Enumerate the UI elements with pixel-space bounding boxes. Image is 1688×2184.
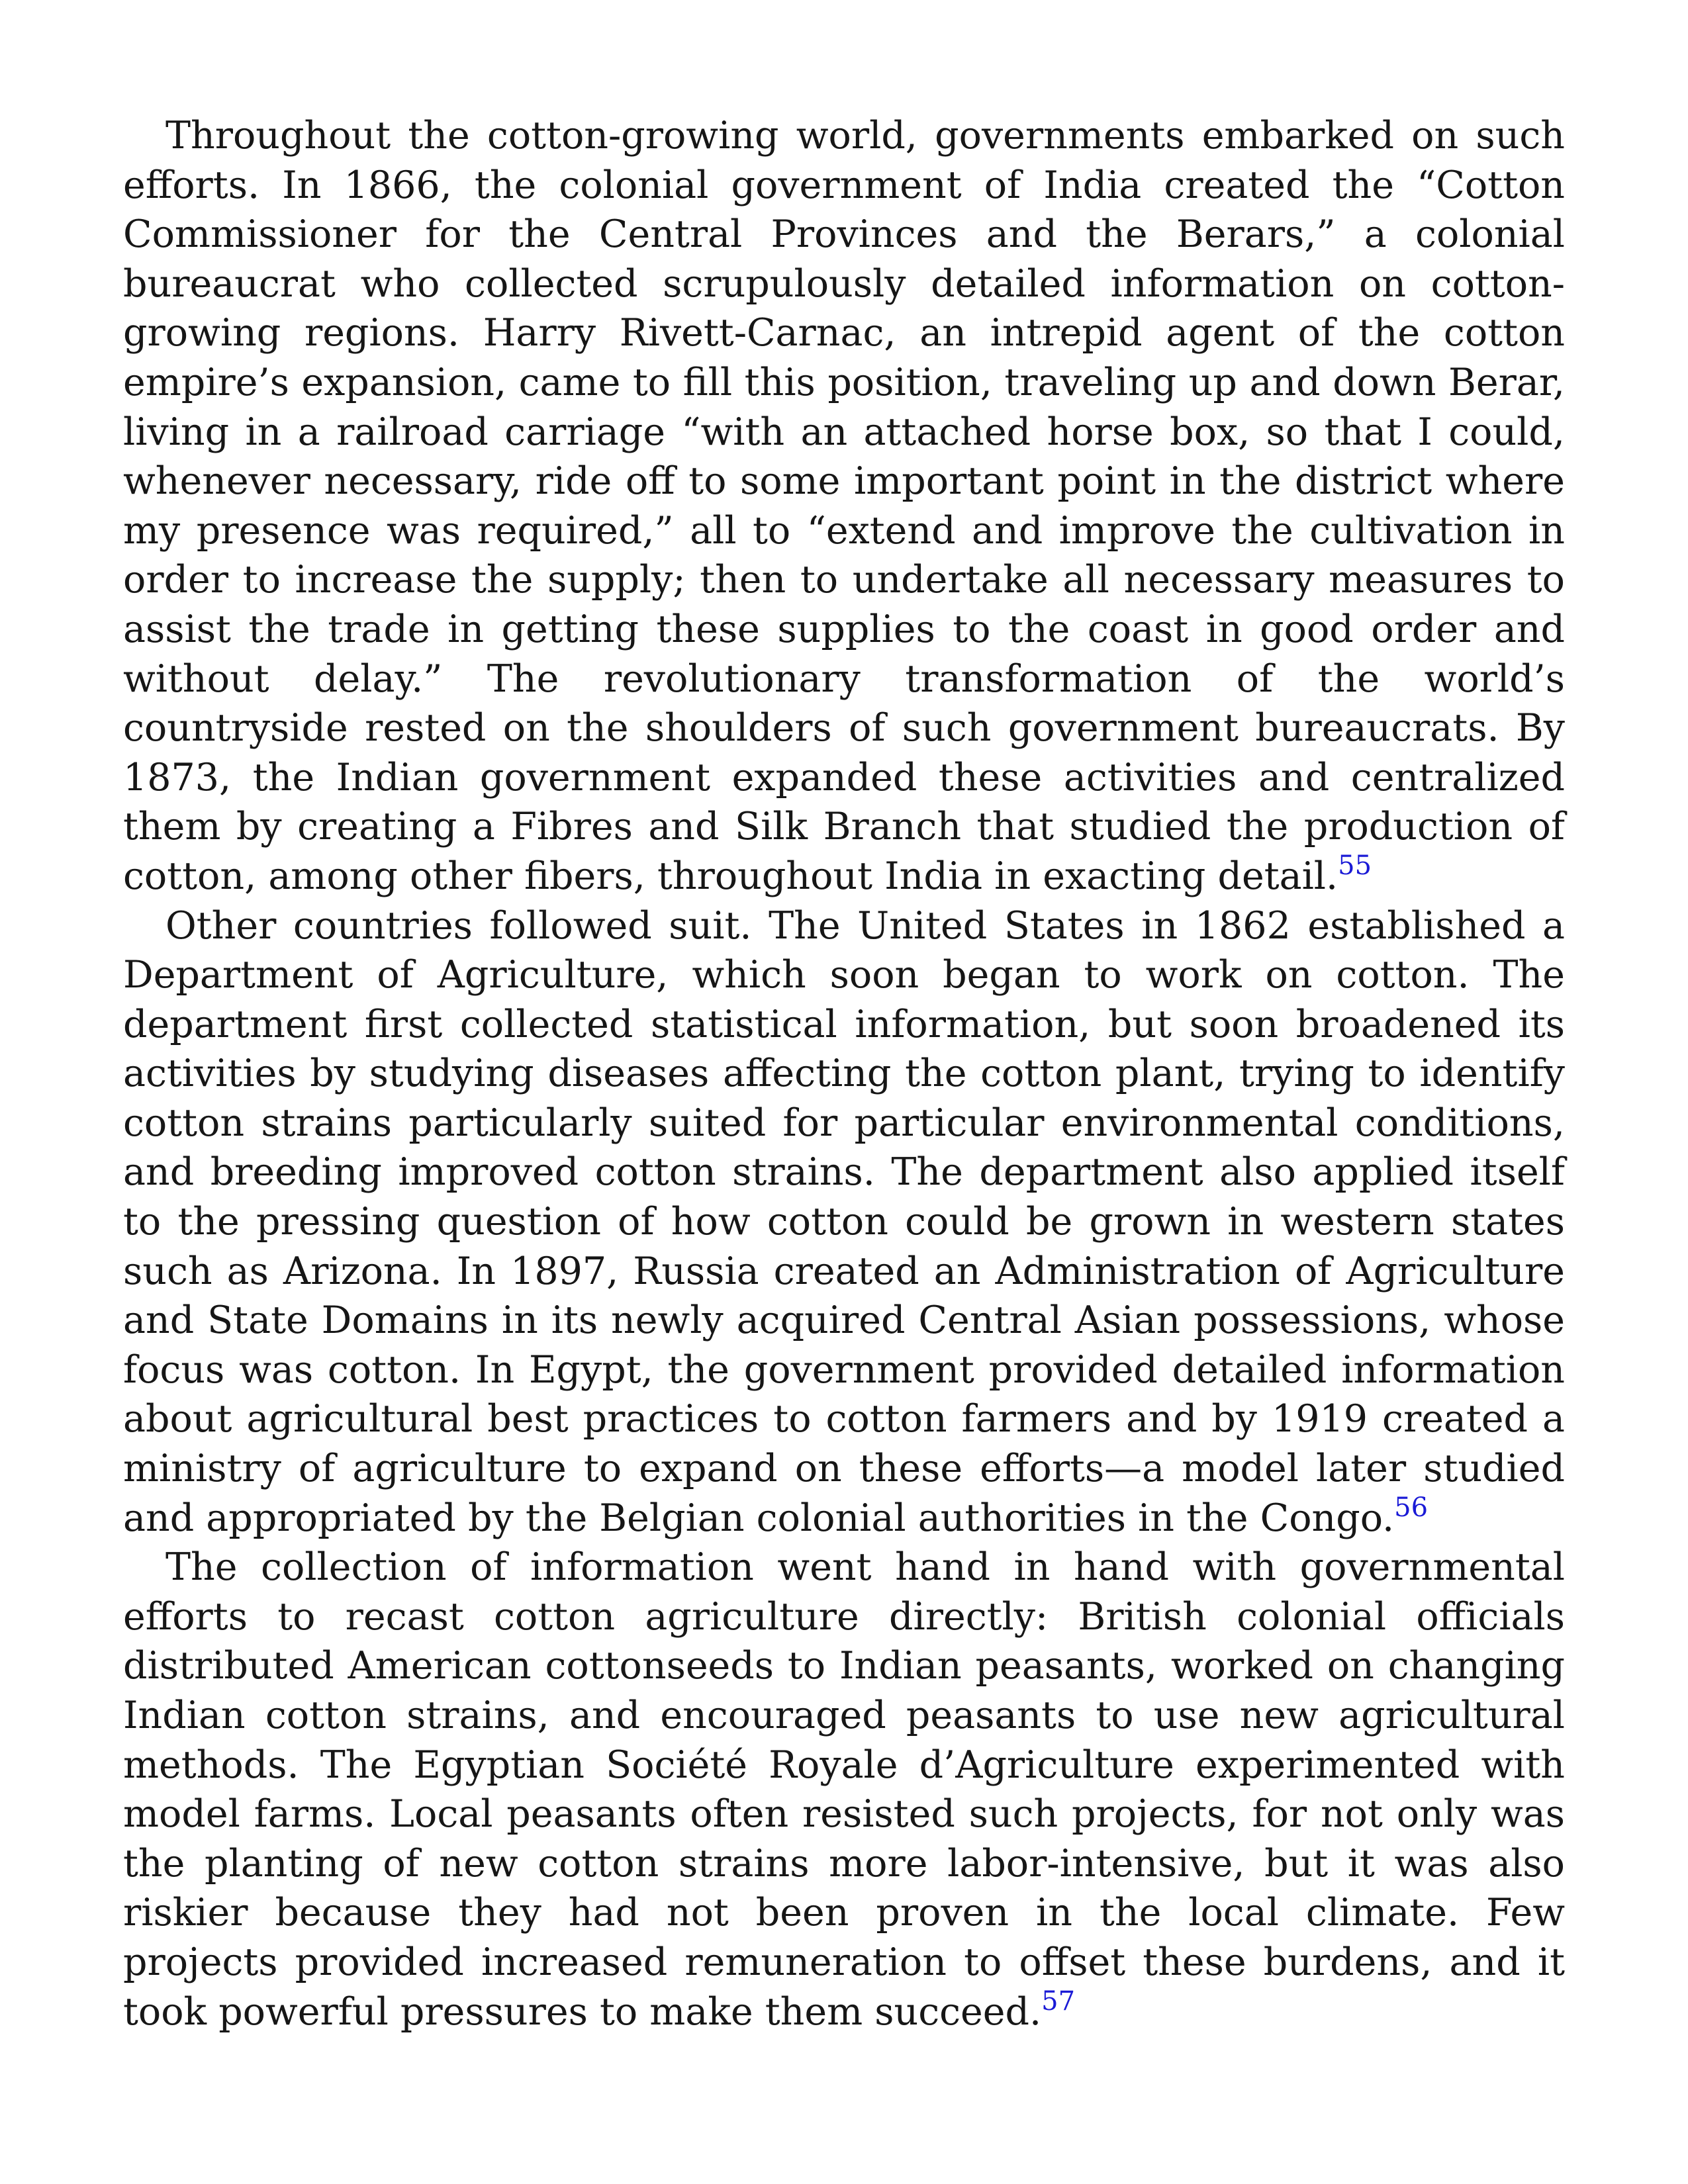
paragraph-3 (123, 1543, 1565, 2036)
paragraph-2 (123, 901, 1565, 1543)
footnote-ref-55[interactable]: 55 (1338, 850, 1372, 881)
paragraph-1 (123, 111, 1565, 901)
page-body (123, 111, 1565, 2036)
footnote-ref-56[interactable]: 56 (1394, 1492, 1429, 1523)
paragraph-1-text: Throughout the cotton-growing world, governments embarked on such efforts. In 1866, the colonial government of India created the “Cotton Commissioner for the Central Provinces and the Berars,” a colonial bureaucrat who collected scrupulously detailed information on cotton-growing regions. Harry Rivett-Carnac, an intrepid agent of the cotton empire’s expansion, came to fill this position, traveling up and down Berar, living in a railroad carriage “with an attached horse box, so that I could, whenever necessary, ride off to some important point in the district where my presence was required,” all to “extend and improve the cultivation in order to increase the supply; then to undertake all necessary measures to assist the trade in getting these supplies to the coast in good order and without delay.” The revolutionary transformation of the world’s countryside rested on the shoulders of such government bureaucrats. By 1873, the Indian government expanded these activities and centralized them by creating a Fibres and Silk Branch that studied the production of cotton, among other fibers, throughout India in exacting detail. (123, 114, 1565, 898)
paragraph-2-text: Other countries followed suit. The United States in 1862 established a Department of Agriculture, which soon began to work on cotton. The department first collected statistical information, but soon broadened its activities by studying diseases affecting the cotton plant, trying to identify cotton strains particularly suited for particular environmental conditions, and breeding improved cotton strains. The department also applied itself to the pressing question of how cotton could be grown in western states such as Arizona. In 1897, Russia created an Administration of Agriculture and State Domains in its newly acquired Central Asian possessions, whose focus was cotton. In Egypt, the government provided detailed information about agricultural best practices to cotton farmers and by 1919 created a ministry of agriculture to expand on these efforts—a model later studied and appropriated by the Belgian colonial authorities in the Congo. (123, 903, 1565, 1540)
paragraph-3-text: The collection of information went hand in hand with governmental efforts to recast cotton agriculture directly: British colonial officials distributed American cottonseeds to Indian peasants, worked on changing Indian cotton strains, and encouraged peasants to use new agricultural methods. The Egyptian Société Royale d’Agriculture experimented with model farms. Local peasants often resisted such projects, for not only was the planting of new cotton strains more labor-intensive, but it was also riskier because they had not been proven in the local climate. Few projects provided increased remuneration to offset these burdens, and it took powerful pressures to make them succeed. (123, 1545, 1565, 2034)
footnote-ref-57[interactable]: 57 (1041, 1985, 1076, 2017)
